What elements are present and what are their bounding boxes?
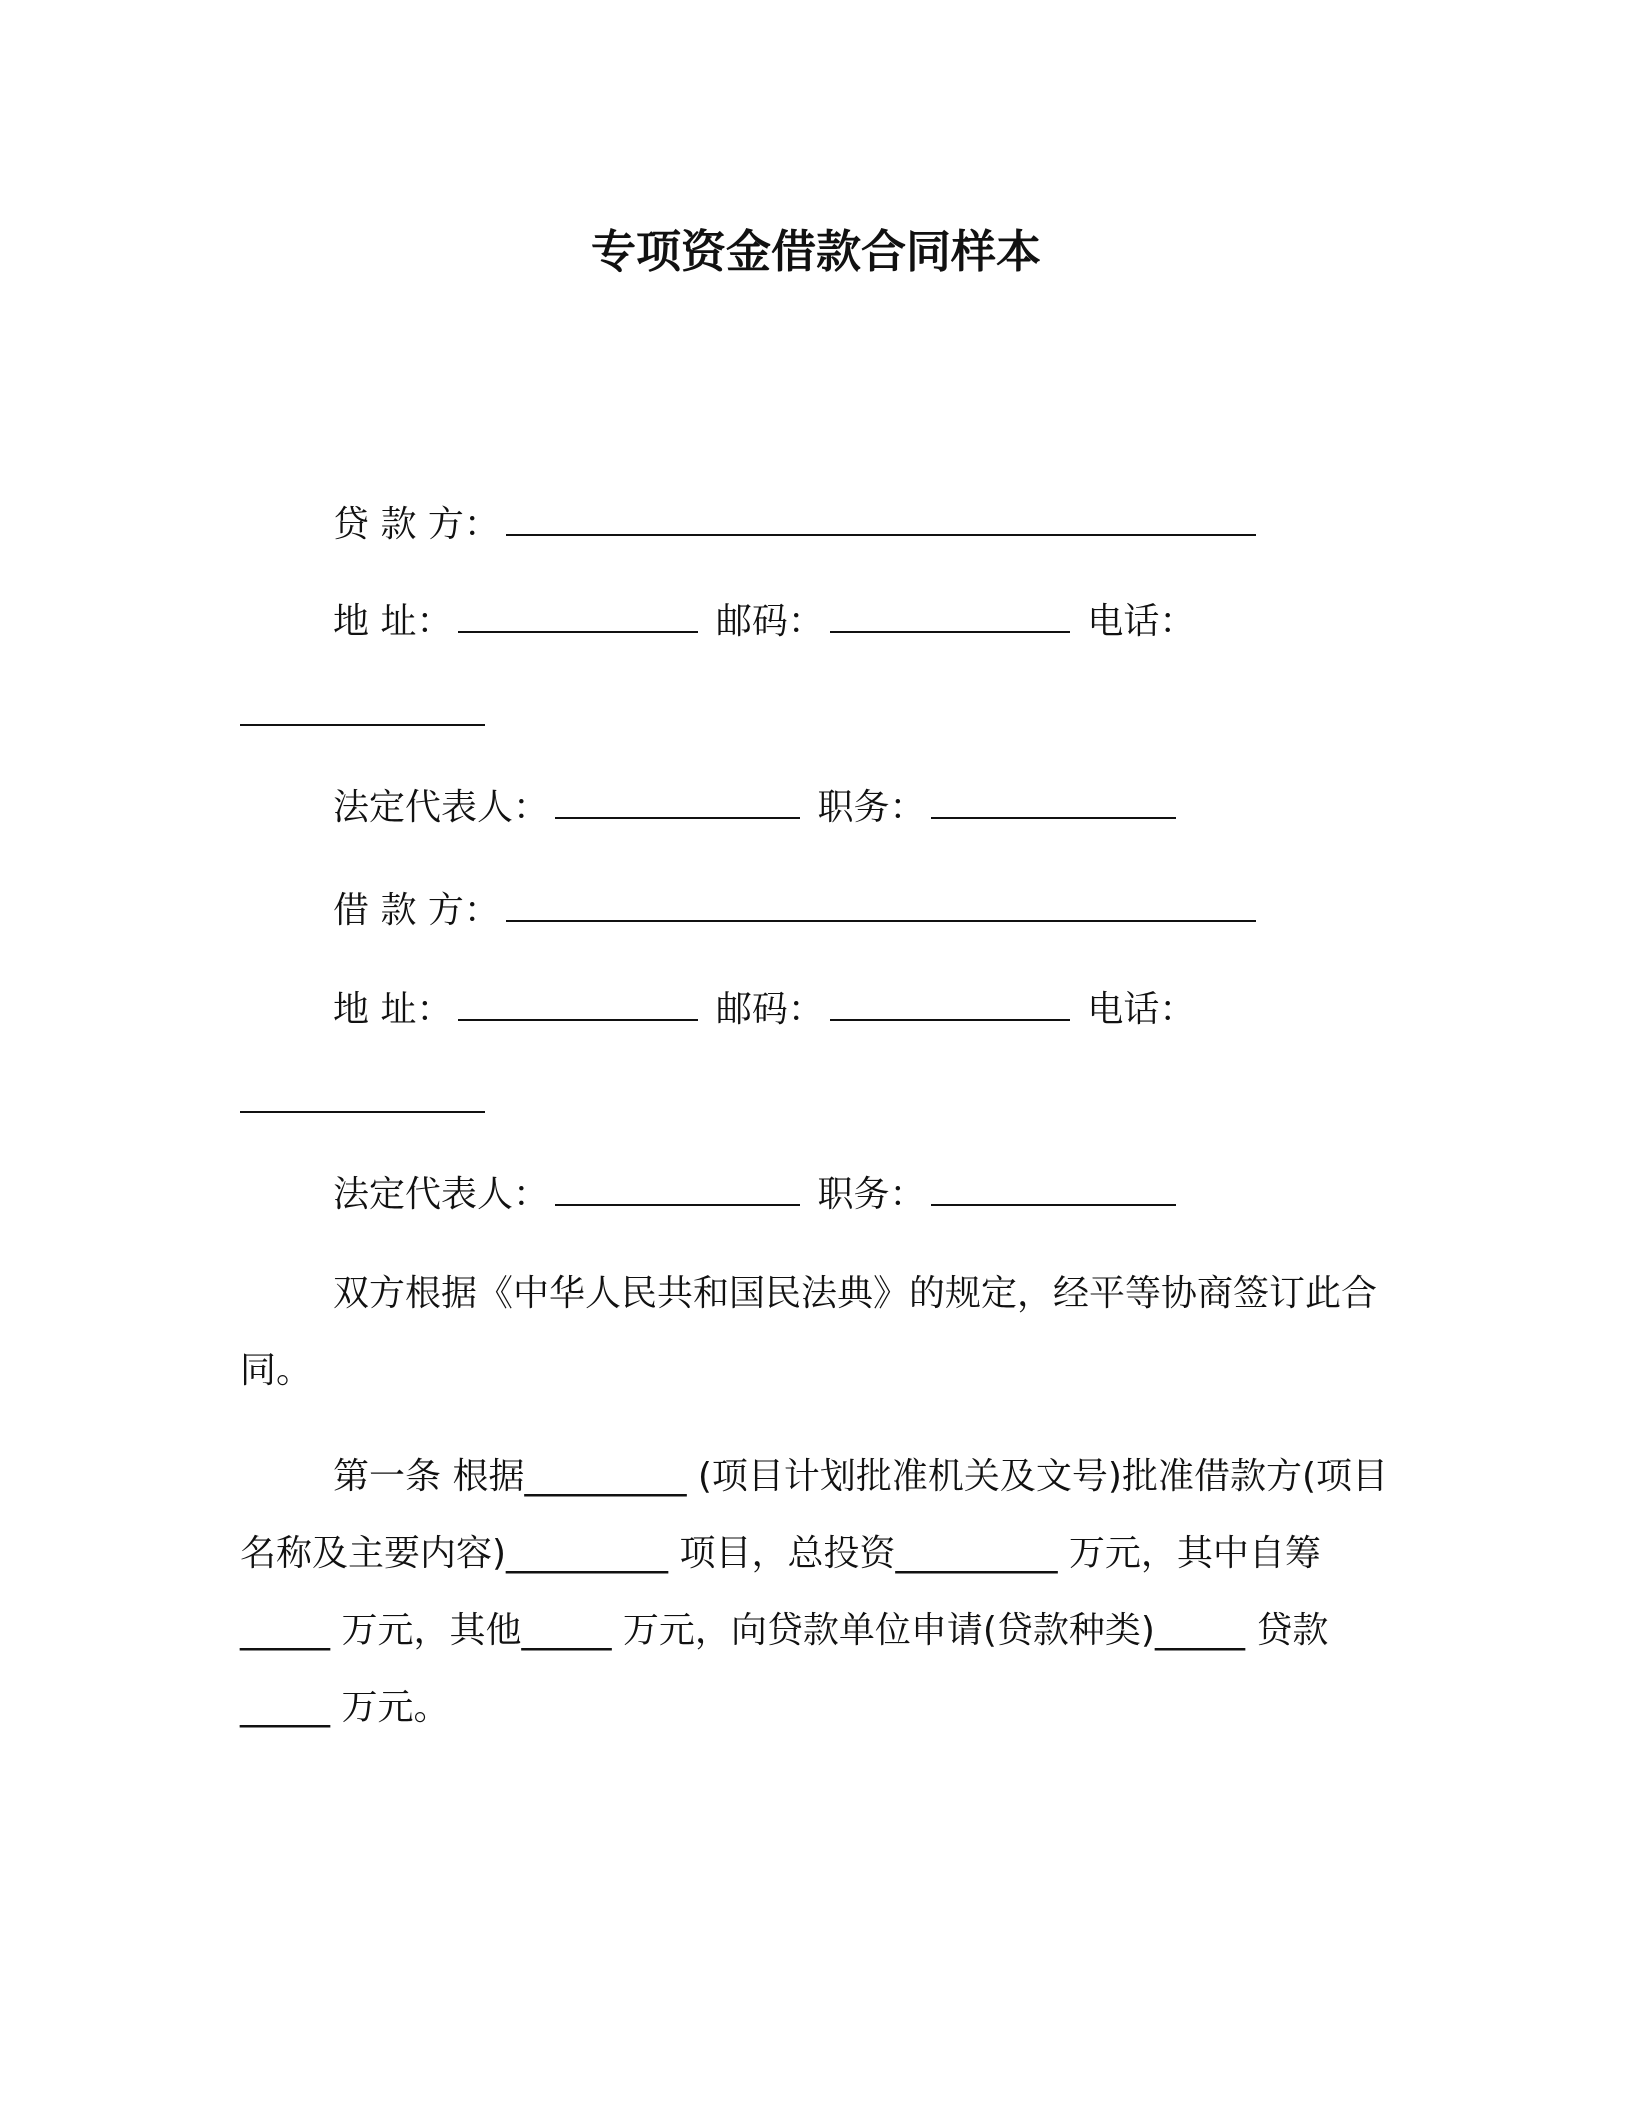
lender-name-row: [333, 503, 1262, 547]
lender-phone-blank[interactable]: [240, 696, 485, 726]
borrower-address-label: 地 址：: [333, 989, 453, 1030]
borrower-phone-blank[interactable]: [240, 1083, 485, 1113]
lender-address-blank[interactable]: [458, 603, 698, 633]
lender-phone-row: [240, 693, 491, 737]
document-title: 专项资金借款合同样本: [590, 225, 1041, 278]
borrower-name-label: 借 款 方：: [333, 890, 500, 931]
lender-legal-rep-blank[interactable]: [555, 789, 800, 819]
intro-paragraph: 双方根据《中华人民共和国民法典》的规定，经平等协商签订此合同。: [240, 1273, 1378, 1391]
borrower-rep-row: [333, 1173, 1182, 1217]
article-1-paragraph: 第一条 根据_________ (项目计划批准机关及文号)批准借款方(项目名称及主要内容)_________ 项目，总投资_________ 万元，其中自筹_____ 万元，其他_____ 万元，向贷款单位申请(贷款种类)_____ 贷款_____ 万元。: [240, 1456, 1389, 1728]
borrower-phone-label: 电话：: [1087, 989, 1196, 1030]
borrower-postcode-label: 邮码：: [715, 989, 824, 1030]
lender-name-label: 贷 款 方：: [333, 504, 500, 545]
borrower-postcode-blank[interactable]: [830, 991, 1070, 1021]
borrower-legal-rep-label: 法定代表人：: [333, 1174, 550, 1215]
borrower-position-blank[interactable]: [931, 1176, 1176, 1206]
lender-rep-row: [333, 786, 1182, 830]
lender-postcode-blank[interactable]: [830, 603, 1070, 633]
lender-address-row: [333, 600, 1195, 644]
lender-legal-rep-label: 法定代表人：: [333, 787, 550, 828]
borrower-address-blank[interactable]: [458, 991, 698, 1021]
lender-postcode-label: 邮码：: [715, 601, 824, 642]
borrower-name-blank[interactable]: [506, 892, 1256, 922]
borrower-phone-row: [240, 1080, 491, 1124]
borrower-address-row: [333, 988, 1195, 1032]
lender-position-blank[interactable]: [931, 789, 1176, 819]
borrower-legal-rep-blank[interactable]: [555, 1176, 800, 1206]
lender-name-blank[interactable]: [506, 506, 1256, 536]
borrower-name-row: [333, 889, 1262, 933]
lender-phone-label: 电话：: [1087, 601, 1196, 642]
lender-position-label: 职务：: [817, 787, 926, 828]
borrower-position-label: 职务：: [817, 1174, 926, 1215]
lender-address-label: 地 址：: [333, 601, 453, 642]
